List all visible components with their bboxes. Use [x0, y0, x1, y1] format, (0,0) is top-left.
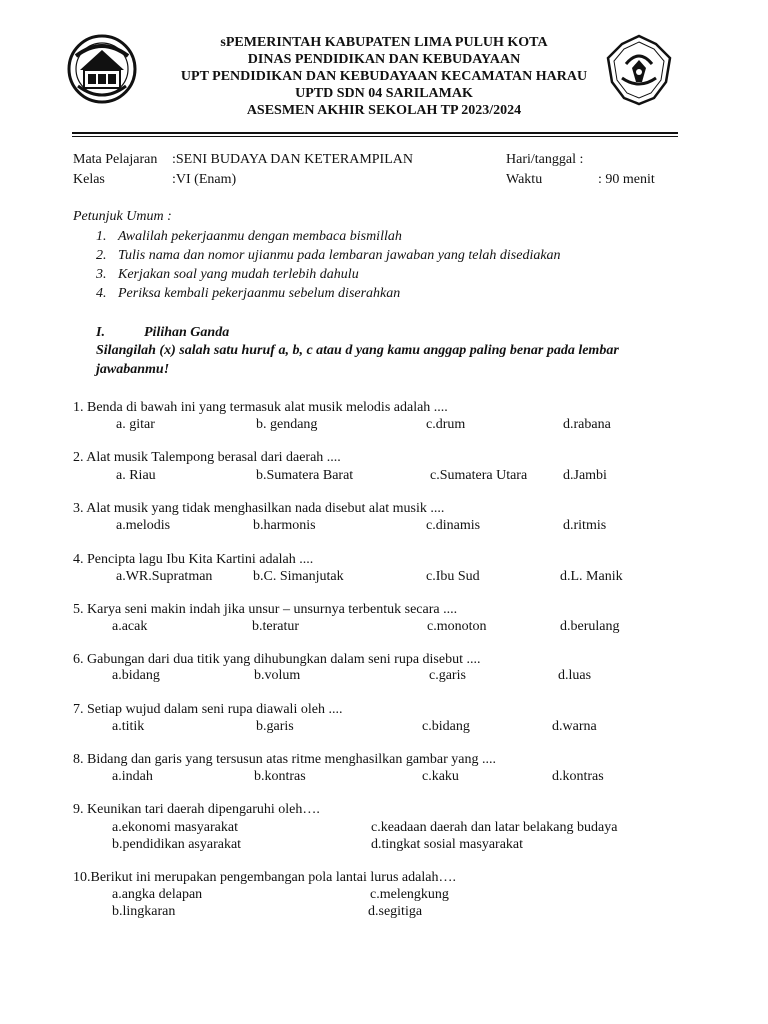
question-text: 2. Alat musik Talempong berasal dari daerah .... [73, 450, 341, 465]
option-a: a.titik [112, 719, 145, 734]
question-text: 1. Benda di bawah ini yang termasuk alat musik melodis adalah .... [73, 400, 448, 415]
instruction-number: 2. [96, 248, 107, 263]
option-c: c.garis [429, 668, 466, 683]
option-b: b.pendidikan asyarakat [112, 837, 242, 852]
question-text: 8. Bidang dan garis yang tersusun atas ritme menghasilkan gambar yang .... [73, 752, 497, 767]
option-c: c.drum [426, 417, 466, 432]
day-label: Hari/tanggal : [506, 152, 584, 167]
option-a: a.acak [112, 619, 148, 634]
option-a: a.melodis [116, 518, 171, 533]
option-b: b.harmonis [253, 518, 316, 533]
instruction-item: Periksa kembali pekerjaanmu sebelum diserahkan [118, 286, 401, 301]
class-label: Kelas [73, 172, 105, 187]
header-rule-thin [72, 136, 678, 137]
option-b: b.volum [254, 668, 301, 683]
letterhead-line-2: DINAS PENDIDIKAN DAN KEBUDAYAAN [247, 52, 521, 67]
option-b: b.lingkaran [112, 904, 176, 919]
option-a: a. gitar [116, 417, 155, 432]
option-d: d.berulang [560, 619, 620, 634]
section-number: I. [96, 325, 105, 340]
question-text: 6. Gabungan dari dua titik yang dihubungkan dalam seni rupa disebut .... [73, 652, 481, 667]
option-a: a.WR.Supratman [116, 569, 213, 584]
option-b: b. gendang [256, 417, 318, 432]
letterhead [150, 34, 618, 119]
option-a: a.bidang [112, 668, 160, 683]
header-rule-thick [72, 132, 678, 134]
instruction-item: Tulis nama dan nomor ujianmu pada lembaran jawaban yang telah disediakan [118, 248, 561, 263]
option-a: a.angka delapan [112, 887, 203, 902]
option-a: a. Riau [116, 468, 156, 483]
subject-label: Mata Pelajaran [73, 152, 158, 167]
option-b: b.garis [256, 719, 294, 734]
option-c: c.Sumatera Utara [430, 468, 528, 483]
option-d: d.kontras [552, 769, 604, 784]
section-instruction-line-2: jawabanmu! [96, 362, 170, 377]
question-text: 3. Alat musik yang tidak menghasilkan nada disebut alat musik .... [73, 501, 445, 516]
option-c: c.bidang [422, 719, 470, 734]
option-b: b.teratur [252, 619, 300, 634]
question-text: 10.Berikut ini merupakan pengembangan pola lantai lurus adalah…. [73, 870, 456, 885]
option-c: c.melengkung [370, 887, 449, 902]
letterhead-line-1: sPEMERINTAH KABUPATEN LIMA PULUH KOTA [220, 35, 548, 50]
letterhead-line-5: ASESMEN AKHIR SEKOLAH TP 2023/2024 [246, 103, 522, 118]
regency-crest-icon [66, 34, 138, 104]
instructions-title: Petunjuk Umum : [73, 209, 172, 224]
instruction-item: Awalilah pekerjaanmu dengan membaca bismillah [118, 229, 402, 244]
option-c: c.Ibu Sud [426, 569, 480, 584]
option-d: d.luas [558, 668, 592, 683]
option-a: a.ekonomi masyarakat [112, 820, 238, 835]
option-c: c.dinamis [426, 518, 481, 533]
class-value: :VI (Enam) [172, 172, 237, 187]
question-text: 9. Keunikan tari daerah dipengaruhi oleh…. [73, 802, 320, 817]
option-d: d.L. Manik [560, 569, 623, 584]
question-text: 5. Karya seni makin indah jika unsur – unsurnya terbentuk secara .... [73, 602, 458, 617]
option-a: a.indah [112, 769, 153, 784]
time-value: : 90 menit [598, 172, 655, 187]
letterhead-line-4: UPTD SDN 04 SARILAMAK [295, 86, 473, 101]
subject-value: :SENI BUDAYA DAN KETERAMPILAN [172, 152, 413, 167]
instruction-number: 3. [96, 267, 107, 282]
option-b: b.C. Simanjutak [253, 569, 344, 584]
option-d: d.Jambi [563, 468, 607, 483]
question-text: 7. Setiap wujud dalam seni rupa diawali oleh .... [73, 702, 343, 717]
option-c: c.kaku [422, 769, 459, 784]
option-d: d.warna [552, 719, 597, 734]
letterhead-line-3: UPT PENDIDIKAN DAN KEBUDAYAAN KECAMATAN HARAU [180, 69, 588, 84]
instruction-item: Kerjakan soal yang mudah terlebih dahulu [118, 267, 359, 282]
option-d: d.ritmis [563, 518, 607, 533]
section-instruction-line-1: Silangilah (x) salah satu huruf a, b, c atau d yang kamu anggap paling benar pada lembar [96, 343, 619, 358]
time-label: Waktu [506, 172, 543, 187]
option-c: c.keadaan daerah dan latar belakang budaya [371, 820, 618, 835]
option-d: d.tingkat sosial masyarakat [371, 837, 524, 852]
option-c: c.monoton [427, 619, 487, 634]
question-text: 4. Pencipta lagu Ibu Kita Kartini adalah .... [73, 552, 314, 567]
instruction-number: 1. [96, 229, 107, 244]
instruction-number: 4. [96, 286, 107, 301]
section-title: Pilihan Ganda [144, 325, 230, 340]
option-d: d.rabana [563, 417, 611, 432]
option-d: d.segitiga [368, 904, 423, 919]
option-b: b.Sumatera Barat [256, 468, 354, 483]
option-b: b.kontras [254, 769, 306, 784]
